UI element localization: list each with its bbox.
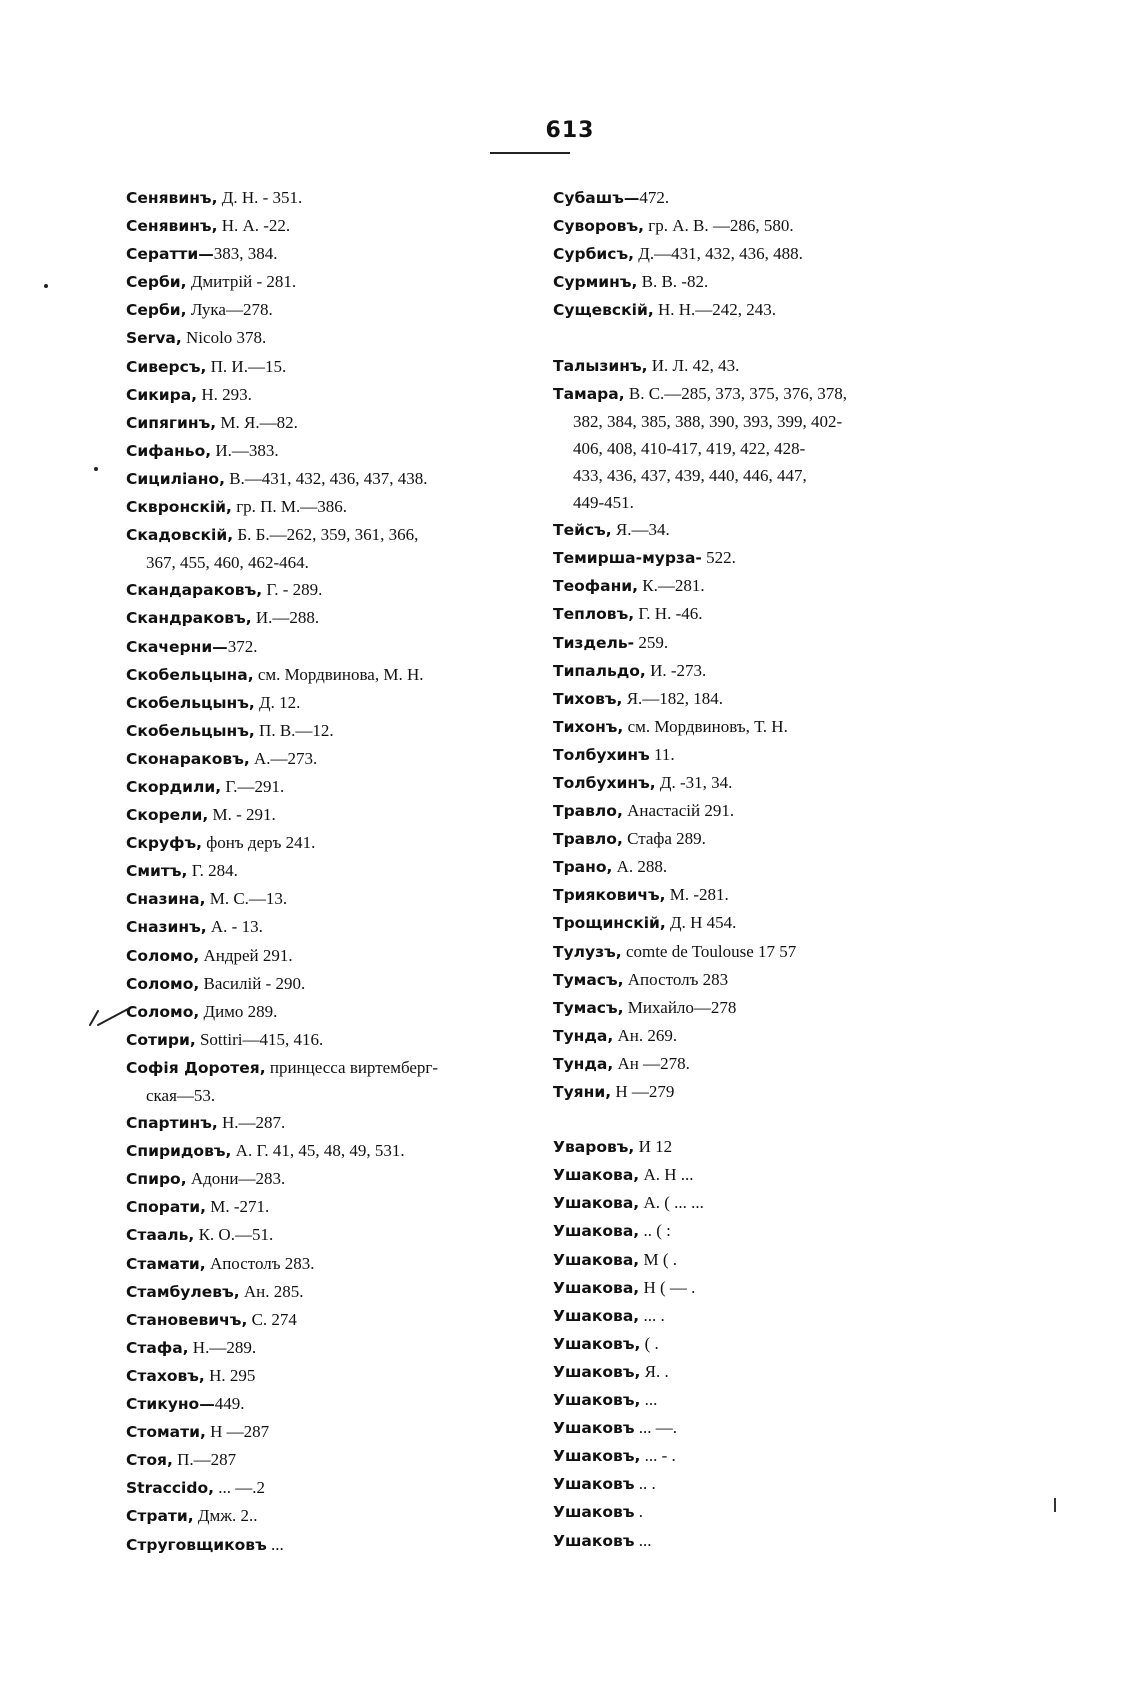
entry-references: М. - 291.	[208, 805, 276, 825]
entry-name: Уваровъ,	[553, 1138, 635, 1157]
index-entry	[126, 913, 538, 941]
entry-references: Ан. 269.	[613, 1025, 678, 1045]
index-entry	[553, 212, 973, 240]
entry-name: Тумасъ,	[553, 970, 624, 989]
index-entry	[553, 516, 973, 544]
entry-name: Тунда,	[553, 1054, 614, 1073]
entry-references: В. В. -82.	[637, 272, 709, 292]
entry-name: Ушаковъ,	[553, 1362, 641, 1381]
entry-name: Ушаковъ,	[553, 1334, 641, 1353]
entry-name: Стикуно—	[126, 1395, 215, 1414]
entry-references: А. Н ...	[639, 1165, 694, 1185]
index-entry	[553, 544, 973, 572]
index-entry	[553, 268, 973, 296]
entry-name: Травло,	[553, 802, 623, 821]
index-entry	[126, 1109, 538, 1137]
index-entry	[126, 885, 538, 913]
index-entry	[553, 1358, 973, 1386]
entry-name: Сиверсъ,	[126, 357, 207, 376]
entry-references: П. В.—12.	[254, 720, 334, 740]
index-entry	[553, 853, 973, 881]
entry-continuation: 382, 384, 385, 388, 390, 393, 399, 402-	[573, 411, 843, 431]
stray-dot	[44, 284, 48, 288]
index-entry	[553, 629, 973, 657]
entry-name: Тулузъ,	[553, 942, 622, 961]
entry-references: 522.	[701, 548, 736, 568]
entry-name: Скобельцынъ,	[126, 693, 255, 712]
entry-references: comte de Toulouse 17 57	[621, 941, 797, 961]
index-column-left	[126, 184, 538, 1559]
index-entry	[126, 1165, 538, 1193]
index-entry	[126, 184, 538, 212]
entry-references: Лука—278.	[186, 300, 273, 320]
index-entry	[126, 1531, 538, 1559]
margin-check-mark-icon	[88, 1003, 130, 1027]
index-entry	[553, 1161, 973, 1189]
index-entry	[126, 240, 538, 268]
index-entry	[126, 633, 538, 661]
entry-references: 372.	[227, 636, 258, 656]
index-entry	[553, 1470, 973, 1498]
index-entry	[126, 1446, 538, 1474]
index-entry	[553, 1189, 973, 1217]
entry-references: Я. .	[640, 1361, 669, 1381]
entry-references: см. Мордвинова, М. Н.	[253, 664, 424, 684]
index-entry	[553, 1442, 973, 1470]
entry-name: Тиздель-	[553, 633, 635, 652]
entry-references: 383, 384.	[213, 244, 278, 264]
index-entry	[553, 657, 973, 685]
entry-name: Стамати,	[126, 1254, 206, 1273]
index-entry	[553, 1527, 973, 1555]
entry-name: Типальдо,	[553, 661, 646, 680]
entry-references: Г. 284.	[187, 861, 238, 881]
entry-references: С. 274	[247, 1309, 297, 1329]
entry-name: Сурбисъ,	[553, 245, 634, 264]
page-number-rule	[490, 152, 570, 154]
entry-name: Толбухинъ,	[553, 773, 656, 792]
entry-name: Толбухинъ	[553, 745, 650, 764]
index-entry	[126, 661, 538, 689]
page-number: 613	[545, 118, 595, 143]
entry-name: Ушакова,	[553, 1278, 640, 1297]
index-entry	[126, 689, 538, 717]
entry-references: Н. А. -22.	[217, 216, 291, 236]
entry-name: Соломо,	[126, 1002, 200, 1021]
entry-references: Н.—289.	[188, 1337, 257, 1357]
index-entry	[126, 353, 538, 381]
entry-references: Г.—291.	[221, 776, 285, 796]
entry-references: Василій - 290.	[199, 973, 306, 993]
entry-references: Д. 12.	[254, 692, 301, 712]
section-gap	[553, 324, 973, 351]
entry-references: И.—383.	[211, 440, 279, 460]
entry-name: Сущевскій,	[553, 301, 654, 320]
entry-references: Д. Н 454.	[665, 913, 737, 933]
entry-name: Ушаковъ,	[553, 1447, 641, 1466]
index-entry	[553, 380, 973, 516]
entry-references: ... —.2	[214, 1478, 265, 1498]
entry-references: К.—281.	[638, 576, 705, 596]
index-entry	[126, 1054, 538, 1109]
index-entry	[126, 1362, 538, 1390]
entry-name: Серби,	[126, 301, 187, 320]
index-entry	[553, 1050, 973, 1078]
entry-name: Трощинскій,	[553, 914, 666, 933]
entry-name: Темирша-мурза-	[553, 549, 702, 568]
entry-references: Nicolo 378.	[181, 328, 267, 348]
index-entry	[553, 938, 973, 966]
index-entry	[553, 1078, 973, 1106]
entry-references: ( .	[640, 1333, 659, 1353]
entry-name: Туяни,	[553, 1083, 612, 1101]
entry-references: 11.	[649, 744, 675, 764]
entry-references: Sottiri—415, 416.	[195, 1029, 324, 1049]
entry-name: Ушакова,	[553, 1306, 640, 1325]
entry-name: Сотири,	[126, 1030, 196, 1049]
entry-references: .	[634, 1502, 643, 1522]
entry-name: Софія Доротея,	[126, 1058, 266, 1077]
entry-name: Скордили,	[126, 777, 222, 796]
entry-references: П. И.—15.	[206, 356, 287, 376]
index-entry	[553, 1414, 973, 1442]
entry-name: Serva,	[126, 329, 182, 348]
entry-references: ... .	[639, 1305, 665, 1325]
entry-references: ...	[640, 1390, 658, 1410]
entry-name: Сипягинъ,	[126, 413, 217, 432]
entry-name: Ушаковъ	[553, 1475, 635, 1494]
entry-name: Стафа,	[126, 1338, 189, 1357]
index-entry	[126, 324, 538, 352]
entry-references: И.—288.	[251, 608, 320, 628]
entry-name: Сназина,	[126, 890, 206, 909]
entry-references: Г. - 289.	[262, 580, 323, 600]
index-entry	[553, 797, 973, 825]
entry-name: Сикира,	[126, 385, 198, 404]
index-entry	[126, 1250, 538, 1278]
entry-name: Смитъ,	[126, 862, 188, 881]
section-gap	[553, 1106, 973, 1133]
index-entry	[553, 1022, 973, 1050]
entry-name: Ушакова,	[553, 1166, 640, 1185]
entry-name: Ушакова,	[553, 1222, 640, 1241]
index-entry	[553, 1217, 973, 1245]
entry-references: Н —287	[205, 1422, 270, 1442]
index-entry	[126, 717, 538, 745]
entry-continuation: 406, 408, 410-417, 419, 422, 428-	[573, 438, 806, 458]
index-entry	[126, 942, 538, 970]
entry-continuation: 367, 455, 460, 462-464.	[146, 553, 309, 573]
index-entry	[553, 881, 973, 909]
entry-references: М. -281.	[665, 885, 729, 905]
entry-references: Н. Н.—242, 243.	[653, 300, 777, 320]
index-entry	[126, 1390, 538, 1418]
entry-name: Трано,	[553, 858, 613, 877]
entry-references: гр. А. В. —286, 580.	[644, 216, 794, 236]
entry-name: Ушаковъ	[553, 1419, 635, 1438]
entry-continuation: 433, 436, 437, 439, 440, 446, 447,	[573, 465, 807, 485]
index-entry	[553, 1133, 973, 1161]
entry-continuation: 449-451.	[573, 493, 634, 513]
entry-references: ...	[634, 1530, 652, 1550]
index-entry	[553, 184, 973, 212]
index-entry	[126, 829, 538, 857]
entry-references: Дмитрій - 281.	[186, 272, 297, 292]
entry-name: Талызинъ,	[553, 356, 648, 375]
entry-name: Сконараковъ,	[126, 749, 250, 768]
index-entry	[553, 769, 973, 797]
entry-name: Скандараковъ,	[126, 581, 263, 600]
index-entry	[553, 909, 973, 937]
entry-name: Скобельцына,	[126, 665, 254, 684]
index-entry	[126, 1502, 538, 1530]
entry-name: Стааль,	[126, 1226, 195, 1245]
entry-references: .. .	[634, 1474, 656, 1494]
entry-name: Спиро,	[126, 1170, 187, 1189]
entry-references: ...	[266, 1534, 284, 1554]
entry-references: Н.—287.	[217, 1113, 286, 1133]
entry-name: Сифаньо,	[126, 441, 212, 460]
entry-references: А.—273.	[249, 748, 318, 768]
entry-name: Спартинъ,	[126, 1114, 218, 1133]
entry-references: принцесса виртемберг-	[265, 1057, 439, 1077]
entry-name: Тепловъ,	[553, 605, 635, 624]
entry-name: Стаховъ,	[126, 1366, 205, 1385]
entry-references: Ан —278.	[613, 1053, 690, 1073]
entry-references: Димо 289.	[199, 1001, 278, 1021]
index-entry	[553, 966, 973, 994]
entry-name: Сенявинъ,	[126, 189, 218, 207]
entry-name: Сератти—	[126, 245, 214, 264]
entry-references: А. 288.	[612, 857, 668, 877]
entry-name: Ушаковъ	[553, 1531, 635, 1550]
entry-references: В. С.—285, 373, 375, 376, 378,	[624, 383, 848, 403]
index-entry	[126, 745, 538, 773]
stray-dot	[94, 467, 98, 471]
entry-references: Михайло—278	[623, 997, 737, 1017]
entry-references: П.—287	[172, 1450, 237, 1470]
entry-references: Я.—182, 184.	[622, 688, 724, 708]
entry-references: Н —279	[611, 1082, 675, 1101]
entry-references: Д.—431, 432, 436, 488.	[633, 244, 803, 264]
entry-name: Сквронскій,	[126, 498, 232, 517]
entry-references: В.—431, 432, 436, 437, 438.	[224, 468, 428, 488]
index-entry	[126, 381, 538, 409]
entry-references: см. Мордвиновъ, Т. Н.	[623, 716, 788, 736]
entry-references: И. -273.	[645, 660, 707, 680]
index-entry	[553, 1330, 973, 1358]
index-entry	[553, 685, 973, 713]
entry-references: И 12	[634, 1137, 673, 1157]
entry-name: Сназинъ,	[126, 918, 207, 937]
entry-name: Теофани,	[553, 577, 639, 596]
index-entry	[553, 1246, 973, 1274]
index-entry	[126, 465, 538, 493]
entry-name: Тейсъ,	[553, 521, 612, 540]
index-entry	[126, 521, 538, 576]
index-entry	[126, 493, 538, 521]
entry-references: М. Я.—82.	[216, 412, 298, 432]
index-entry	[126, 970, 538, 998]
entry-name: Страти,	[126, 1507, 194, 1526]
index-entry	[126, 576, 538, 604]
index-entry	[126, 1193, 538, 1221]
index-entry	[553, 1302, 973, 1330]
index-entry	[553, 1498, 973, 1526]
stray-mark	[1054, 1498, 1056, 1512]
entry-references: Я.—34.	[611, 520, 670, 540]
index-entry	[126, 604, 538, 632]
entry-name: Стоя,	[126, 1451, 173, 1470]
index-entry	[126, 1278, 538, 1306]
index-entry	[553, 1386, 973, 1414]
index-entry	[553, 352, 973, 380]
index-entry	[553, 600, 973, 628]
index-entry	[553, 713, 973, 741]
entry-name: Скобельцынъ,	[126, 721, 255, 740]
entry-references: Андрей 291.	[199, 945, 293, 965]
entry-references: .. ( :	[639, 1221, 671, 1241]
entry-name: Ушакова,	[553, 1250, 640, 1269]
entry-references: А. ( ... ...	[639, 1193, 704, 1213]
index-entry	[126, 801, 538, 829]
index-entry	[126, 1221, 538, 1249]
entry-references: Дмж. 2..	[193, 1506, 258, 1526]
index-entry	[126, 998, 538, 1026]
entry-references: гр. П. М.—386.	[231, 497, 348, 517]
entry-name: Ушаковъ,	[553, 1391, 641, 1410]
index-entry	[126, 1137, 538, 1165]
index-entry	[553, 741, 973, 769]
entry-references: И. Л. 42, 43.	[647, 355, 740, 375]
index-entry	[553, 994, 973, 1022]
index-entry	[553, 1274, 973, 1302]
entry-name: Сенявинъ,	[126, 217, 218, 236]
entry-references: ... —.	[634, 1418, 677, 1438]
entry-name: Спорати,	[126, 1198, 207, 1217]
index-entry	[126, 268, 538, 296]
index-entry	[126, 212, 538, 240]
entry-name: Тихонъ,	[553, 717, 624, 736]
entry-name: Сурминъ,	[553, 273, 638, 292]
entry-name: Тумасъ,	[553, 998, 624, 1017]
entry-name: Становевичъ,	[126, 1310, 248, 1329]
index-entry	[126, 437, 538, 465]
index-column-right	[553, 184, 973, 1555]
index-entry	[553, 825, 973, 853]
entry-references: М. -271.	[206, 1197, 270, 1217]
entry-references: Н ( — .	[639, 1277, 696, 1297]
entry-name: Стомати,	[126, 1423, 206, 1442]
entry-name: Серби,	[126, 273, 187, 292]
entry-continuation: ская—53.	[146, 1086, 216, 1105]
entry-name: Тиховъ,	[553, 689, 623, 708]
index-entry	[553, 240, 973, 268]
index-entry	[126, 296, 538, 324]
entry-name: Тамара,	[553, 384, 625, 403]
index-entry	[126, 773, 538, 801]
index-entry	[126, 1418, 538, 1446]
index-entry	[126, 1306, 538, 1334]
entry-references: Д. -31, 34.	[655, 772, 733, 792]
entry-references: Д. Н. - 351.	[217, 188, 303, 207]
index-entry	[553, 572, 973, 600]
entry-references: фонъ деръ 241.	[202, 833, 316, 853]
index-entry	[126, 1334, 538, 1362]
entry-references: Анастасій 291.	[622, 801, 735, 821]
entry-name: Straccido,	[126, 1479, 214, 1498]
entry-references: Б. Б.—262, 359, 361, 366,	[233, 525, 419, 545]
entry-references: Ан. 285.	[239, 1281, 304, 1301]
entry-name: Скруфъ,	[126, 834, 203, 853]
entry-references: 259.	[634, 632, 669, 652]
entry-name: Скачерни—	[126, 637, 228, 656]
entry-name: Сициліано,	[126, 469, 225, 488]
entry-references: Н. 295	[204, 1365, 256, 1385]
entry-references: А. Г. 41, 45, 48, 49, 531.	[231, 1141, 405, 1161]
entry-references: М ( .	[639, 1249, 677, 1269]
entry-references: А. - 13.	[206, 917, 263, 937]
entry-name: Субашъ—	[553, 189, 640, 207]
entry-references: 472.	[639, 188, 670, 207]
entry-references: Апостолъ 283.	[205, 1253, 315, 1273]
index-entry	[126, 1026, 538, 1054]
entry-references: ... - .	[640, 1446, 676, 1466]
entry-references: Г. Н. -46.	[634, 604, 703, 624]
index-entry	[126, 857, 538, 885]
entry-name: Суворовъ,	[553, 217, 645, 236]
entry-name: Ушаковъ	[553, 1503, 635, 1522]
entry-name: Струговщиковъ	[126, 1535, 267, 1554]
entry-name: Тунда,	[553, 1026, 614, 1045]
entry-references: М. С.—13.	[205, 889, 288, 909]
entry-name: Скандраковъ,	[126, 609, 252, 628]
entry-name: Скадовскій,	[126, 526, 234, 545]
entry-name: Соломо,	[126, 946, 200, 965]
entry-references: 449.	[214, 1394, 245, 1414]
index-entry	[126, 1474, 538, 1502]
index-entry	[126, 409, 538, 437]
entry-name: Травло,	[553, 830, 623, 849]
entry-name: Трияковичъ,	[553, 886, 666, 905]
entry-name: Ушакова,	[553, 1194, 640, 1213]
entry-references: Н. 293.	[197, 384, 252, 404]
entry-references: Стафа 289.	[622, 829, 706, 849]
entry-name: Стамбулевъ,	[126, 1282, 240, 1301]
entry-references: Апостолъ 283	[623, 969, 729, 989]
entry-name: Соломо,	[126, 974, 200, 993]
entry-name: Спиридовъ,	[126, 1142, 232, 1161]
index-entry	[553, 296, 973, 324]
entry-name: Скорели,	[126, 806, 209, 825]
entry-references: Адони—283.	[186, 1169, 286, 1189]
entry-references: К. О.—51.	[194, 1225, 274, 1245]
